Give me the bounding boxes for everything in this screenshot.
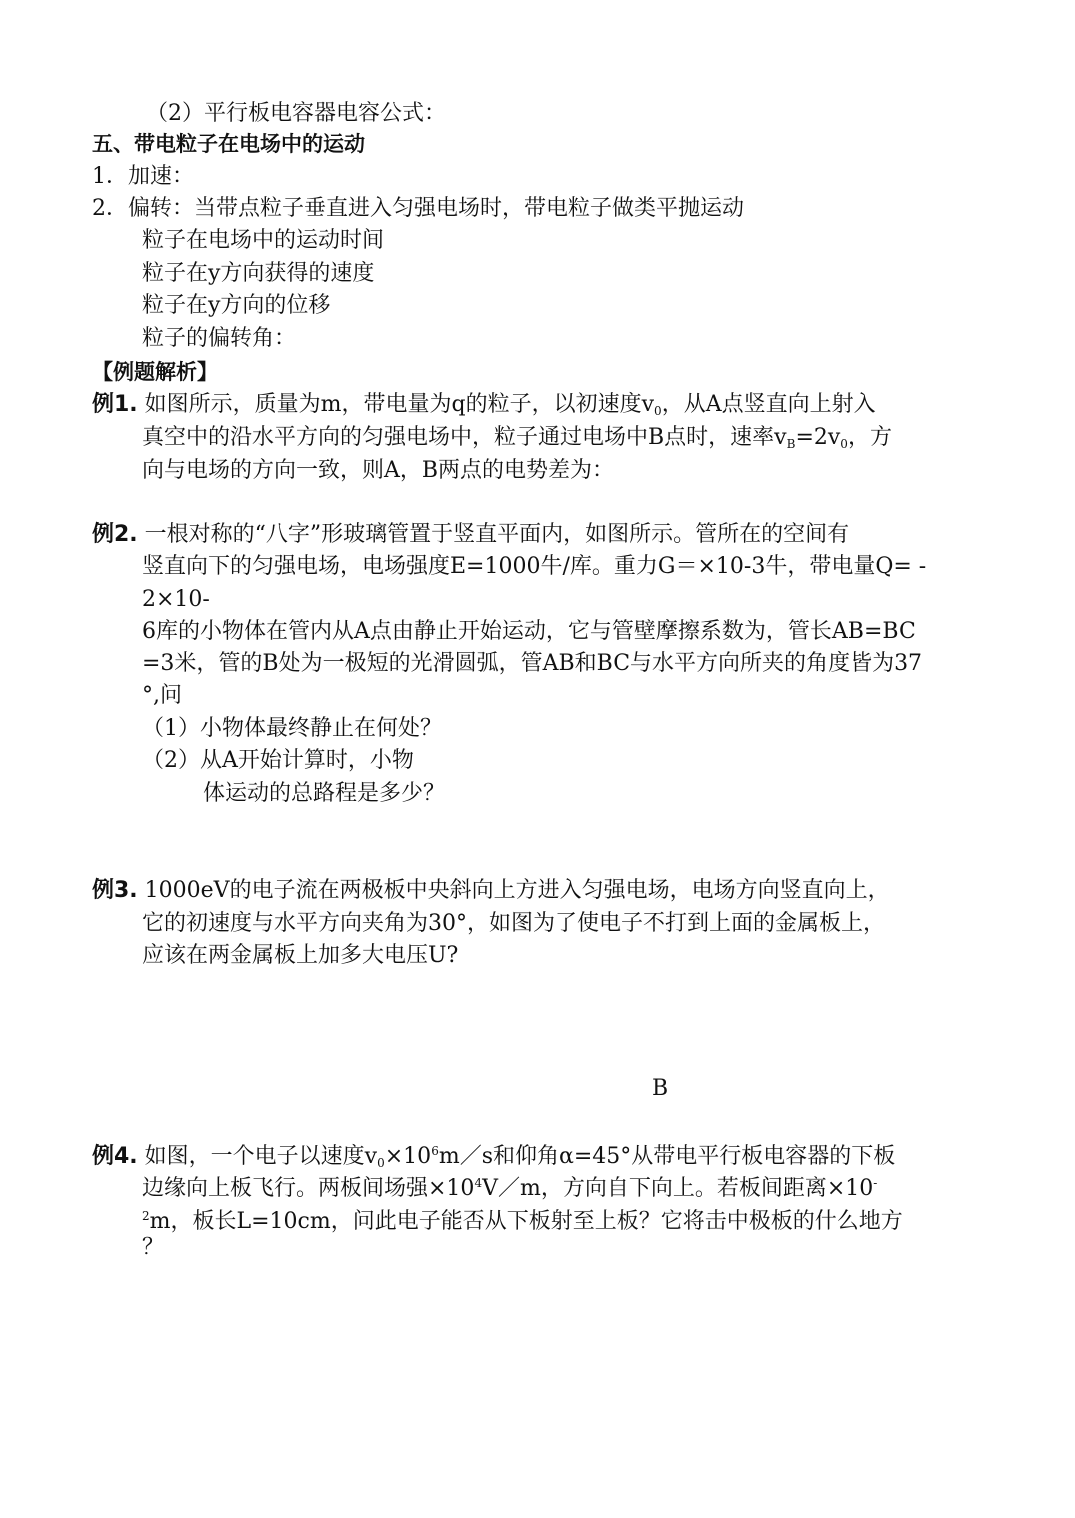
exp-6-superscript: 6 bbox=[431, 1144, 439, 1158]
example-2-question-2-cont: 体运动的总路程是多少？ bbox=[203, 781, 446, 806]
v0-subscript: 0 bbox=[654, 404, 662, 418]
figure-label-b: B bbox=[652, 1076, 669, 1101]
example-1-text-2b: =2v bbox=[795, 425, 841, 450]
example-4-text-2a: 边缘向上板飞行。两板间场强×10 bbox=[142, 1176, 475, 1201]
example-4-text-1b: ×10 bbox=[384, 1144, 432, 1169]
exp-2-superscript: 2 bbox=[142, 1209, 150, 1223]
deflection-velocity-line: 粒子在y方向获得的速度 bbox=[142, 261, 375, 286]
example-2-text-1: 一根对称的“八字”形玻璃管置于竖直平面内，如图所示。管所在的空间有 bbox=[144, 522, 850, 547]
example-1-line-1 bbox=[92, 389, 876, 421]
example-3-text-1: 1000eV的电子流在两极板中央斜向上方进入匀强电场，电场方向竖直向上， bbox=[144, 878, 890, 903]
example-3-line-3: 应该在两金属板上加多大电压U? bbox=[142, 943, 459, 968]
example-2-label: 例2. bbox=[92, 522, 138, 547]
v0-subscript-ex4: 0 bbox=[377, 1156, 385, 1170]
example-1-line-2 bbox=[142, 422, 892, 454]
example-4-text-2b: V／m，方向自下向上。若板间距离×10 bbox=[482, 1176, 874, 1201]
deflection-line: 2．偏转：当带点粒子垂直进入匀强电场时，带电粒子做类平抛运动 bbox=[92, 196, 744, 221]
minus-superscript: - bbox=[873, 1176, 878, 1190]
example-4-line-3 bbox=[142, 1200, 903, 1232]
vb-subscript: B bbox=[786, 437, 796, 451]
example-4-label: 例4. bbox=[92, 1144, 138, 1169]
example-2-question-2: （2）从A开始计算时，小物 bbox=[142, 748, 414, 773]
example-3-line-2: 它的初速度与水平方向夹角为30°，如图为了使电子不打到上面的金属板上， bbox=[142, 911, 885, 936]
example-1-text-2a: 真空中的沿水平方向的匀强电场中，粒子通过电场中B点时，速率v bbox=[142, 425, 787, 450]
example-4-text-1a: 如图，一个电子以速度v bbox=[144, 1144, 378, 1169]
example-2-line-6: °,问 bbox=[142, 683, 182, 708]
example-3-line-1 bbox=[92, 875, 890, 907]
example-1-text-1b: ，从A点竖直向上射入 bbox=[661, 392, 876, 417]
example-1-text-1a: 如图所示，质量为m，带电量为q的粒子，以初速度v bbox=[144, 392, 655, 417]
example-2-line-5: =3米，管的B处为一极短的光滑圆弧，管AB和BC与水平方向所夹的角度皆为37 bbox=[142, 651, 923, 676]
example-2-line-4: 6库的小物体在管内从A点由静止开始运动，它与管壁摩擦系数为，管长AB=BC bbox=[142, 619, 916, 644]
example-4-text-1c: m／s和仰角α=45°从带电平行板电容器的下板 bbox=[438, 1144, 896, 1169]
example-4-text-3: m，板长L=10cm，问此电子能否从下板射至上板？它将击中极板的什么地方 bbox=[149, 1209, 903, 1234]
acceleration-line: 1．加速： bbox=[92, 164, 194, 189]
example-2-line-2: 竖直向下的匀强电场，电场强度E=1000牛/库。重力G＝×10-3牛，带电量Q= - bbox=[142, 554, 927, 579]
example-4-line-4: ？ bbox=[142, 1235, 165, 1260]
deflection-angle-line: 粒子的偏转角： bbox=[142, 326, 297, 351]
example-1-label: 例1. bbox=[92, 392, 138, 417]
exp-4-superscript: 4 bbox=[474, 1176, 483, 1190]
example-2-line-1 bbox=[92, 519, 849, 551]
example-4-line-1 bbox=[92, 1135, 896, 1170]
example-3-label: 例3. bbox=[92, 878, 138, 903]
v0-subscript-2: 0 bbox=[840, 437, 848, 451]
example-1-line-3: 向与电场的方向一致，则A，B两点的电势差为： bbox=[142, 458, 615, 483]
capacitor-formula-line: （2）平行板电容器电容公式： bbox=[146, 101, 446, 126]
deflection-displacement-line: 粒子在y方向的位移 bbox=[142, 293, 331, 318]
example-2-line-3: 2×10- bbox=[142, 587, 210, 612]
example-2-question-1: （1）小物体最终静止在何处？ bbox=[142, 716, 442, 741]
example-4-line-2 bbox=[142, 1167, 877, 1199]
examples-title: 【例题解析】 bbox=[92, 360, 218, 384]
example-1-text-2c: ，方 bbox=[847, 425, 892, 450]
section-5-title: 五、带电粒子在电场中的运动 bbox=[92, 132, 365, 156]
deflection-time-line: 粒子在电场中的运动时间 bbox=[142, 228, 385, 253]
